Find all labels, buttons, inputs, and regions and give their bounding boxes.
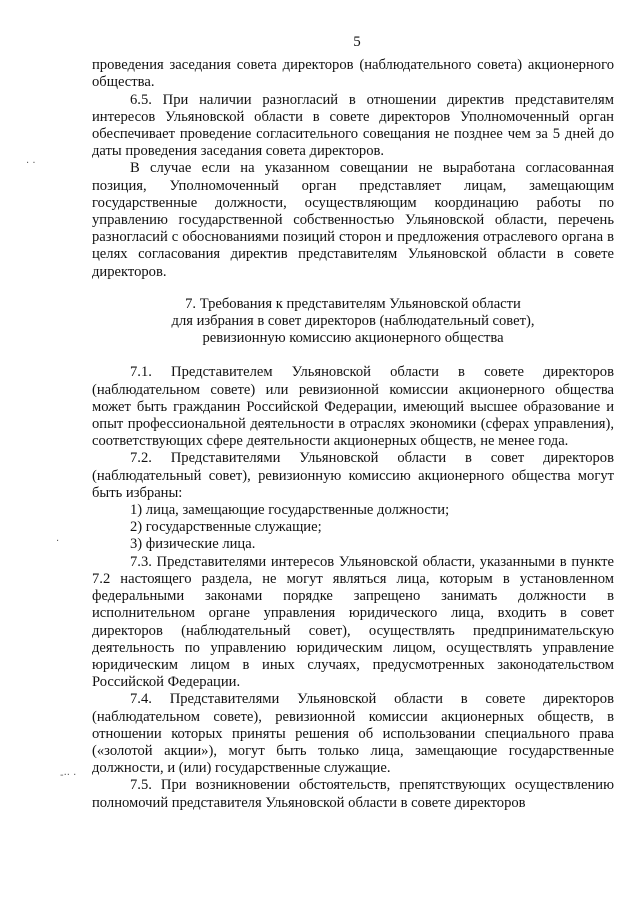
- paragraph-7-3: 7.3. Представителями интересов Ульяновской области, указанными в пункте 7.2 настоящего раздела, не могут являться лица, которым в установленном федеральными законами порядке запрещено занимать должности в исполнительном органе управления юридического лица, входить в совет директоров (наблюдательный совет), осуществлять предпринимательскую деятельность по управлению юридическим лицом, осуществлять управление юридическим лицом в иных случаях, предусмотренных законодательством Российской Федерации.: [92, 553, 614, 691]
- paragraph-7-1: 7.1. Представителем Ульяновской области в совете директоров (наблюдательном совете) или ревизионной комиссии акционерного общества может быть гражданин Российской Федерации, имеющий высшее образование и опыт профессиональной деятельности в отраслях экономики (сферах управления), соответствующих сфере деятельности акционерных обществ, не менее года.: [92, 364, 614, 450]
- paragraph-continuation: проведения заседания совета директоров (наблюдательного совета) акционерного общества.: [92, 57, 614, 91]
- paragraph-disagreement: В случае если на указанном совещании не выработана согласованная позиция, Уполномоченный орган представляет лицам, замещающим государственные должности, осуществляющим координацию работы по управлению государственной собственностью Ульяновской области, перечень разногласий с обоснованиями позиций сторон и предложения отраслевого органа в целях согласования директив представителям Ульяновской области в совете директоров.: [92, 160, 614, 280]
- scan-speck-top: · ·: [26, 158, 36, 169]
- page-number: 5: [353, 34, 361, 50]
- document-page: [92, 34, 614, 812]
- scan-speck-bottom: -·· ·: [60, 770, 77, 781]
- section-heading-line: ревизионную комиссию акционерного общества: [202, 330, 504, 347]
- scan-speck-left: ·: [56, 536, 60, 547]
- list-item: 1) лица, замещающие государственные должности;: [130, 502, 450, 519]
- paragraph-7-4: 7.4. Представителями Ульяновской области в совете директоров (наблюдательном совете), ревизионной комиссии акционерных обществ, в отношении которых приняты решения об использовании специального права («золотой акции»), могут быть только лица, замещающие государственные должности, и (или) государственные служащие.: [92, 691, 614, 777]
- section-7-heading: [92, 296, 614, 348]
- list-item: 2) государственные служащие;: [130, 519, 322, 536]
- paragraph-7-5: 7.5. При возникновении обстоятельств, препятствующих осуществлению полномочий представителя Ульяновской области в совете директоров: [92, 777, 614, 811]
- list-item: 3) физические лица.: [130, 536, 256, 553]
- paragraph-7-2: 7.2. Представителями Ульяновской области в совет директоров (наблюдательный совет), ревизионную комиссию акционерного общества могут быть избраны:: [92, 450, 614, 501]
- section-heading-line: для избрания в совет директоров (наблюдательный совет),: [171, 313, 535, 330]
- paragraph-6-5: 6.5. При наличии разногласий в отношении директив представителям интересов Ульяновской области в совете директоров Уполномоченный орган обеспечивает проведение согласительного совещания не позднее чем за 5 дней до даты проведения заседания совета директоров.: [92, 91, 614, 160]
- section-heading-line: 7. Требования к представителям Ульяновской области: [185, 295, 521, 312]
